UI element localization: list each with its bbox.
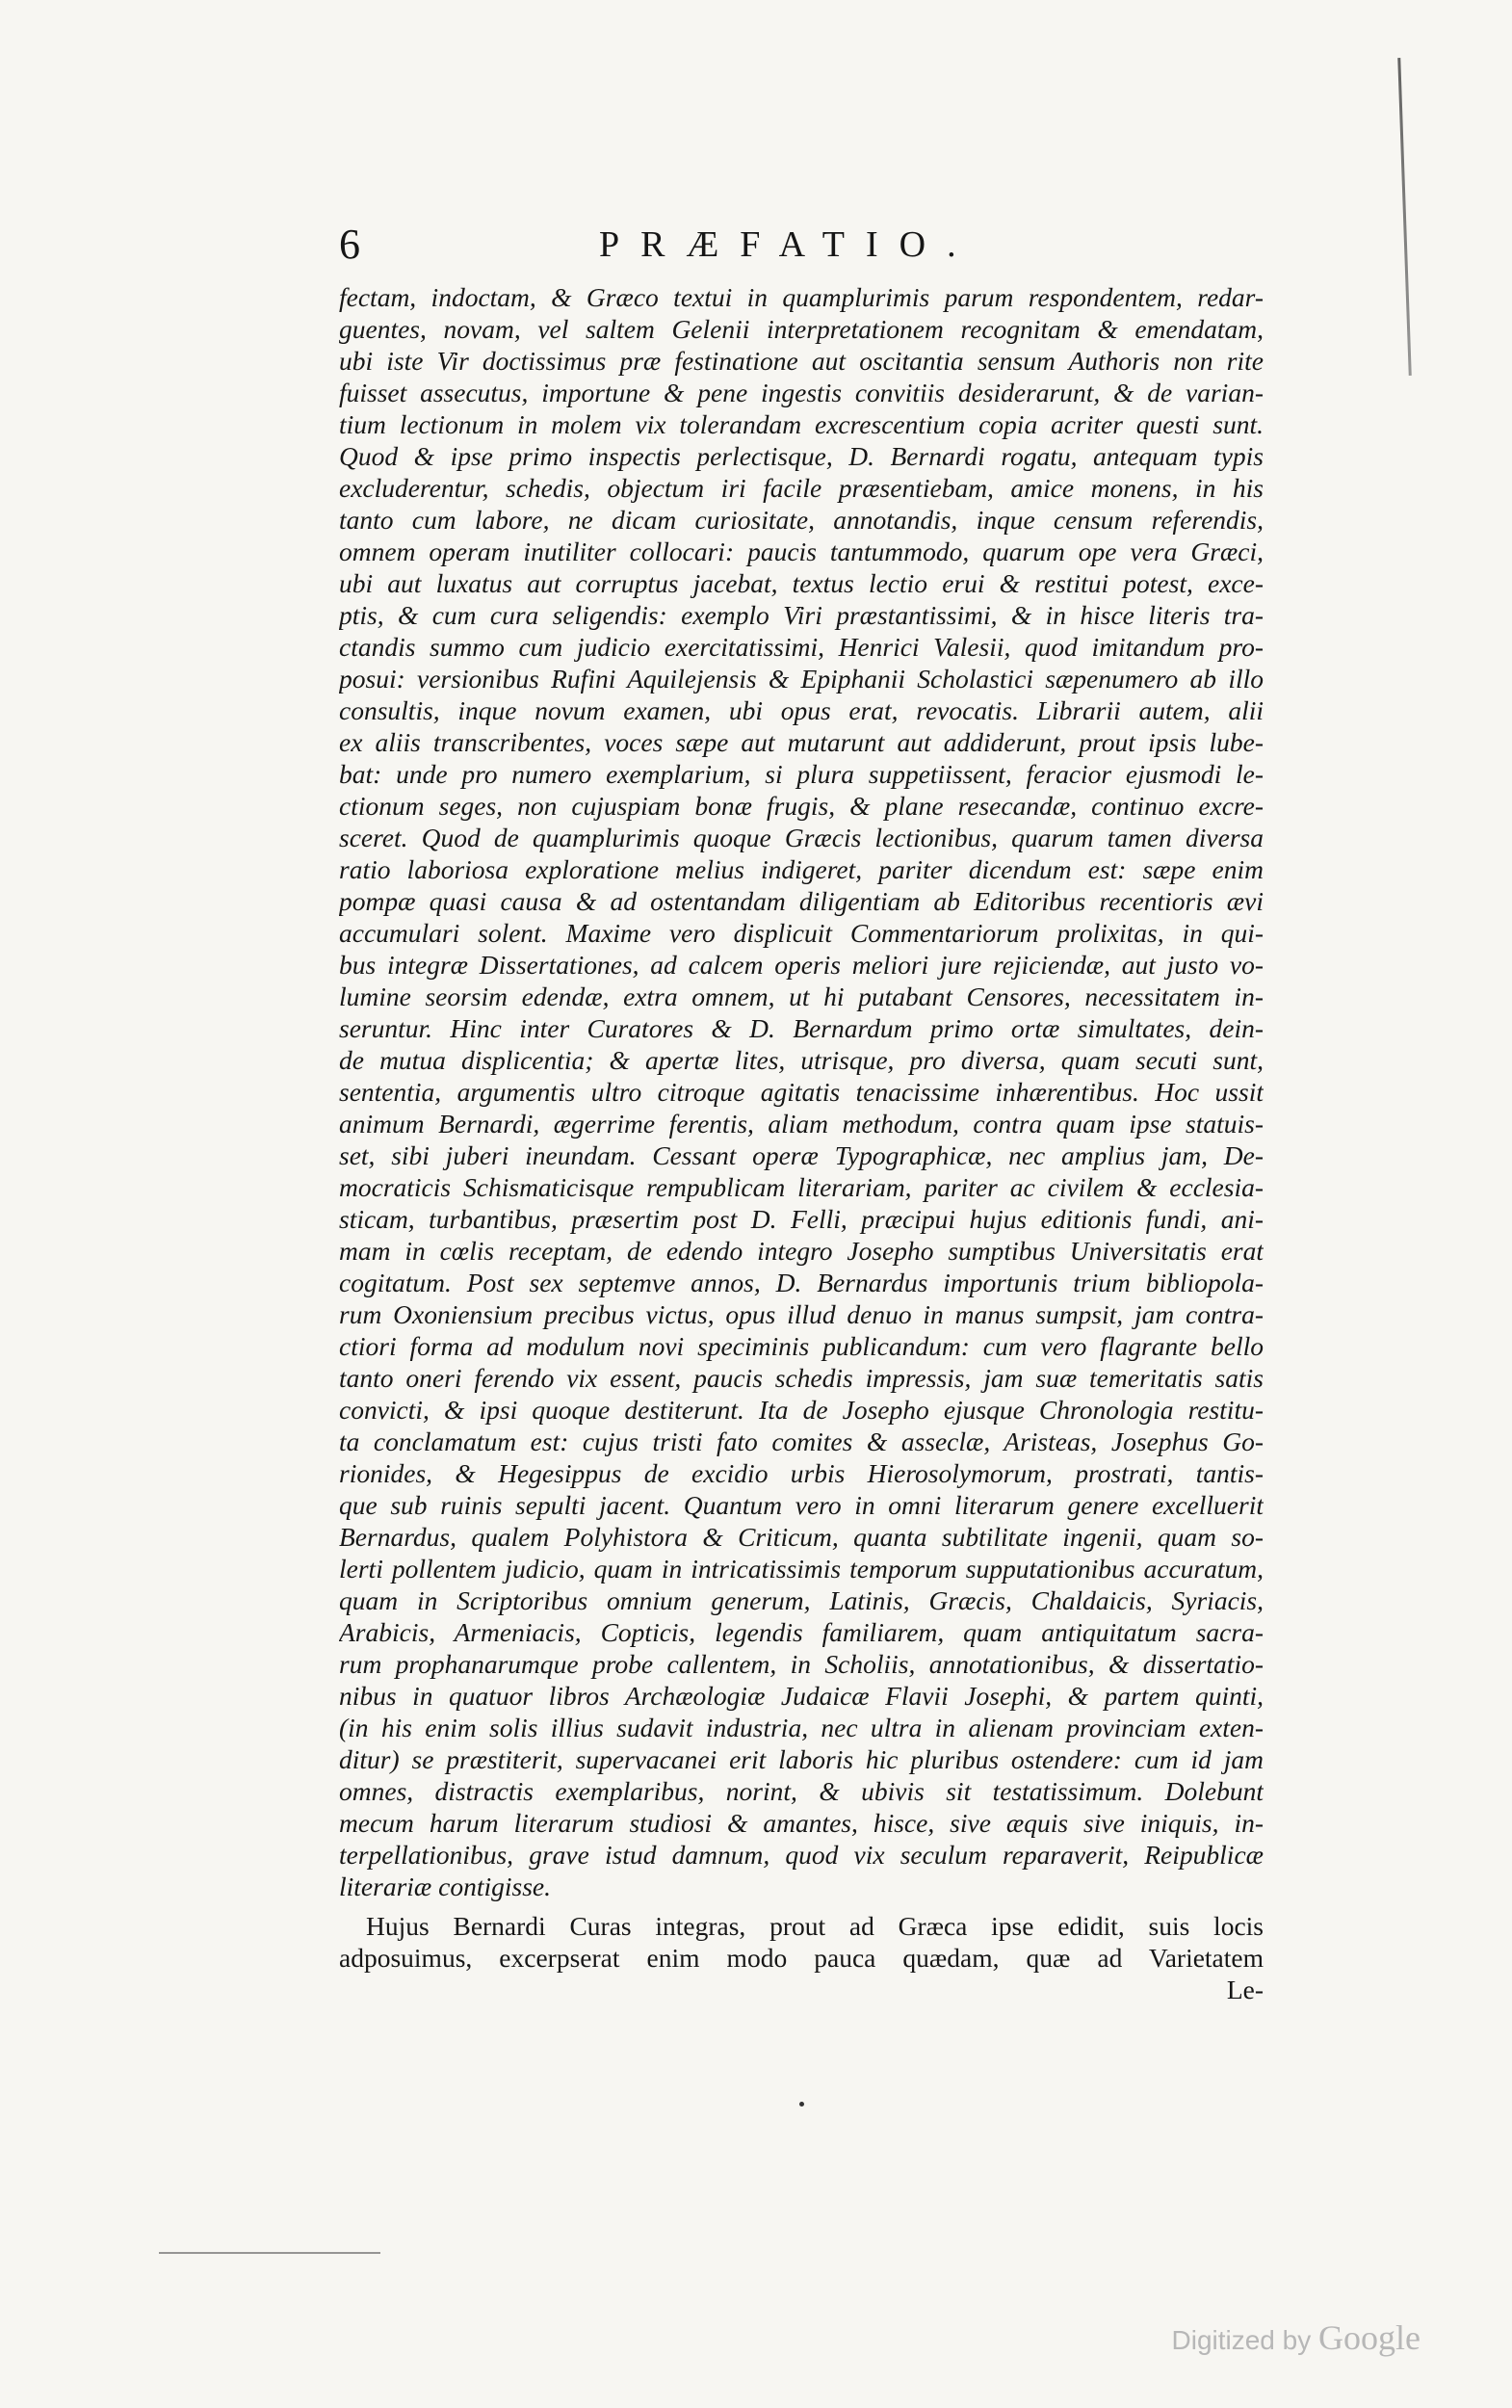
text-line: omnem operam inutiliter collocari: paucis tantummodo, quarum ope vera Græci, bbox=[339, 537, 1264, 566]
text-line: excluderentur, schedis, objectum iri facile præsentiebam, amice monens, in his bbox=[339, 473, 1264, 503]
text-line: sententia, argumentis ultro citroque agitatis tenacissime inhærentibus. Hoc ussit bbox=[339, 1077, 1264, 1107]
text-line: ctiori forma ad modulum novi speciminis publicandum: cum vero flagrante bello bbox=[339, 1331, 1264, 1361]
text-line: ex aliis transcribentes, voces sæpe aut mutarunt aut addiderunt, prout ipsis lube- bbox=[339, 727, 1264, 757]
text-line: omnes, distractis exemplaribus, norint, & ubivis sit testatissimum. Dolebunt bbox=[339, 1776, 1264, 1806]
text-line: Bernardus, qualem Polyhistora & Criticum, quanta subtilitate ingenii, quam so- bbox=[339, 1522, 1264, 1552]
text-line: animum Bernardi, ægerrime ferentis, aliam methodum, contra quam ipse statuis- bbox=[339, 1109, 1264, 1139]
page-number: 6 bbox=[339, 221, 360, 268]
text-line: ratio laboriosa exploratione melius indigeret, pariter dicendum est: sæpe enim bbox=[339, 854, 1264, 884]
text-line: de mutua displicentia; & apertæ lites, utrisque, pro diversa, quam secuti sunt, bbox=[339, 1045, 1264, 1075]
paragraph-gap bbox=[339, 1902, 1264, 1910]
text-line: mam in cœlis receptam, de edendo integro Josepho sumptibus Universitatis erat bbox=[339, 1236, 1264, 1266]
text-line: pompæ quasi causa & ad ostentandam diligentiam ab Editoribus recentioris ævi bbox=[339, 886, 1264, 916]
text-line: bus integræ Dissertationes, ad calcem operis meliori jure rejiciendæ, aut justo vo- bbox=[339, 950, 1264, 980]
text-line: guentes, novam, vel saltem Gelenii interpretationem recognitam & emendatam, bbox=[339, 314, 1264, 344]
footer-rule bbox=[159, 2252, 380, 2254]
text-line: seruntur. Hinc inter Curatores & D. Bernardum primo ortæ simultates, dein- bbox=[339, 1013, 1264, 1043]
text-line: Arabicis, Armeniacis, Copticis, legendis familiarem, quam antiquitatum sacra- bbox=[339, 1617, 1264, 1647]
digitized-watermark bbox=[1172, 2317, 1421, 2358]
text-line: ptis, & cum cura seligendis: exemplo Viri præstantissimi, & in hisce literis tra- bbox=[339, 600, 1264, 630]
text-line: bat: unde pro numero exemplarium, si plura suppetiissent, feracior ejusmodi le- bbox=[339, 759, 1264, 789]
text-line: que sub ruinis sepulti jacent. Quantum vero in omni literarum genere excelluerit bbox=[339, 1490, 1264, 1520]
text-line: Le- bbox=[1226, 1975, 1264, 2004]
text-line: lerti pollentem judicio, quam in intricatissimis temporum supputationibus accuratum, bbox=[339, 1554, 1264, 1584]
text-line: adposuimus, excerpserat enim modo pauca quædam, quæ ad Varietatem bbox=[339, 1943, 1264, 1973]
text-line: tium lectionum in molem vix tolerandam excrescentium copia acriter questi sunt. bbox=[339, 409, 1264, 439]
text-line: cogitatum. Post sex septemve annos, D. Bernardus importunis trium bibliopola- bbox=[339, 1268, 1264, 1297]
watermark-prefix: Digitized by bbox=[1171, 2325, 1312, 2355]
text-line: ditur) se præstiterit, supervacanei erit laboris hic pluribus ostendere: cum id jam bbox=[339, 1744, 1264, 1774]
page-edge-line bbox=[1397, 58, 1412, 376]
text-line: ubi iste Vir doctissimus præ festinatione aut oscitantia sensum Authoris non rite bbox=[339, 346, 1264, 376]
text-line: ubi aut luxatus aut corruptus jacebat, textus lectio erui & restitui potest, exce- bbox=[339, 568, 1264, 598]
text-line: sceret. Quod de quamplurimis quoque Græcis lectionibus, quarum tamen diversa bbox=[339, 823, 1264, 852]
text-line: tanto oneri ferendo vix essent, paucis schedis impressis, jam suæ temeritatis satis bbox=[339, 1363, 1264, 1393]
text-line: set, sibi juberi ineundam. Cessant operæ Typographicæ, nec amplius jam, De- bbox=[339, 1140, 1264, 1170]
text-line: fectam, indoctam, & Græco textui in quamplurimis parum respondentem, redar- bbox=[339, 282, 1264, 312]
watermark-brand: Google bbox=[1318, 2318, 1421, 2357]
text-line: quam in Scriptoribus omnium generum, Latinis, Græcis, Chaldaicis, Syriacis, bbox=[339, 1585, 1264, 1615]
text-line: Hujus Bernardi Curas integras, prout ad Græca ipse edidit, suis locis bbox=[366, 1911, 1264, 1941]
stray-dot bbox=[799, 2102, 804, 2107]
text-line: rum Oxoniensium precibus victus, opus illud denuo in manus sumpsit, jam contra- bbox=[339, 1299, 1264, 1329]
text-line: ctandis summo cum judicio exercitatissimi, Henrici Valesii, quod imitandum pro- bbox=[339, 632, 1264, 662]
text-line: rionides, & Hegesippus de excidio urbis Hierosolymorum, prostrati, tantis- bbox=[339, 1458, 1264, 1488]
text-line: consultis, inque novum examen, ubi opus erat, revocatis. Librarii autem, alii bbox=[339, 695, 1264, 725]
running-title: PRÆFATIO. bbox=[599, 224, 978, 265]
text-line: literariæ contigisse. bbox=[339, 1871, 551, 1901]
text-line: lumine seorsim edendæ, extra omnem, ut hi putabant Censores, necessitatem in- bbox=[339, 982, 1264, 1011]
page-header bbox=[339, 220, 1264, 277]
text-line: rum prophanarumque probe callentem, in Scholiis, annotationibus, & dissertatio- bbox=[339, 1649, 1264, 1679]
text-line: convicti, & ipsi quoque destiterunt. Ita de Josepho ejusque Chronologia restitu- bbox=[339, 1395, 1264, 1425]
text-line: Quod & ipse primo inspectis perlectisque, D. Bernardi rogatu, antequam typis bbox=[339, 441, 1264, 471]
text-line: ctionum seges, non cujuspiam bonæ frugis, & plane resecandæ, continuo excre- bbox=[339, 791, 1264, 821]
text-line: terpellationibus, grave istud damnum, quod vix seculum reparaverit, Reipublicæ bbox=[339, 1840, 1264, 1870]
text-line: posui: versionibus Rufini Aquilejensis & Epiphanii Scholastici sæpenumero ab illo bbox=[339, 664, 1264, 694]
text-line: tanto cum labore, ne dicam curiositate, annotandis, inque censum referendis, bbox=[339, 505, 1264, 535]
text-line: mocraticis Schismaticisque rempublicam literariam, pariter ac civilem & ecclesia- bbox=[339, 1172, 1264, 1202]
text-line: ta conclamatum est: cujus tristi fato comites & asseclæ, Aristeas, Josephus Go- bbox=[339, 1426, 1264, 1456]
text-line: mecum harum literarum studiosi & amantes, hisce, sive æquis sive iniquis, in- bbox=[339, 1808, 1264, 1838]
body-text bbox=[339, 281, 1264, 2005]
text-line: (in his enim solis illius sudavit industria, nec ultra in alienam provinciam exten- bbox=[339, 1713, 1264, 1742]
text-line: nibus in quatuor libros Archæologiæ Judaicæ Flavii Josephi, & partem quinti, bbox=[339, 1681, 1264, 1711]
text-line: sticam, turbantibus, præsertim post D. Felli, præcipui hujus editionis fundi, ani- bbox=[339, 1204, 1264, 1234]
text-line: fuisset assecutus, importune & pene ingestis convitiis desiderarunt, & de varian- bbox=[339, 378, 1264, 407]
text-line: accumulari solent. Maxime vero displicuit Commentariorum prolixitas, in qui- bbox=[339, 918, 1264, 948]
